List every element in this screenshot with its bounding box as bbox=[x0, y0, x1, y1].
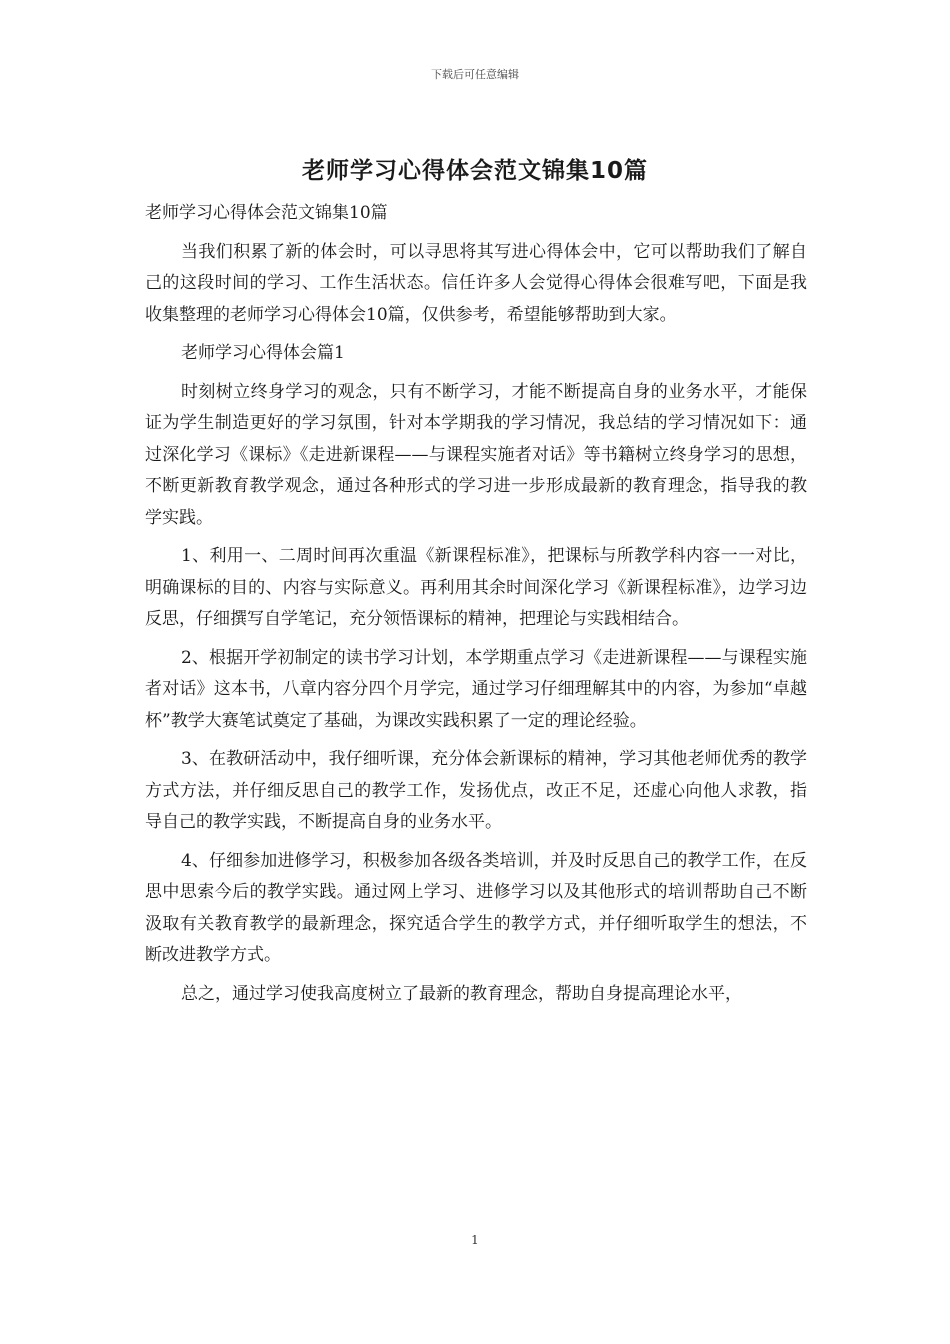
section-heading: 老师学习心得体会篇1 bbox=[181, 343, 345, 363]
intro-paragraph: 当我们积累了新的体会时，可以寻思将其写进心得体会中，它可以帮助我们了解自己的这段时间的学习、工作生活状态。信任许多人会觉得心得体会很难写吧，下面是我收集整理的老师学习心得体会10篇，仅供参考，希望能够帮助到大家。 bbox=[145, 241, 807, 325]
subtitle-paragraph: 老师学习心得体会范文锦集10篇 bbox=[145, 203, 388, 223]
body-paragraph: 时刻树立终身学习的观念，只有不断学习，才能不断提高自身的业务水平，才能保证为学生制造更好的学习氛围，针对本学期我的学习情况，我总结的学习情况如下：通过深化学习《课标》《走进新课程——与课程实施者对话》等书籍树立终身学习的思想，不断更新教育教学观念，通过各种形式的学习进一步形成最新的教育理念，指导我的教学实践。 bbox=[145, 381, 807, 528]
list-item-2: 2、根据开学初制定的读书学习计划，本学期重点学习《走进新课程——与课程实施者对话》这本书，八章内容分四个月学完，通过学习仔细理解其中的内容，为参加“卓越杯”教学大赛笔试奠定了基础，为课改实践积累了一定的理论经验。 bbox=[145, 647, 807, 731]
list-item-3: 3、在教研活动中，我仔细听课，充分体会新课标的精神，学习其他老师优秀的教学方式方法，并仔细反思自己的教学工作，发扬优点，改正不足，还虚心向他人求教，指导自己的教学实践，不断提高自身的业务水平。 bbox=[145, 749, 807, 832]
list-item-4: 4、仔细参加进修学习，积极参加各级各类培训，并及时反思自己的教学工作，在反思中思索今后的教学实践。通过网上学习、进修学习以及其他形式的培训帮助自己不断汲取有关教育教学的最新理念，探究适合学生的教学方式，并仔细听取学生的想法，不断改进教学方式。 bbox=[145, 850, 807, 965]
document-body bbox=[145, 198, 807, 1017]
header-note: 下载后可任意编辑 bbox=[431, 68, 519, 81]
page-number: 1 bbox=[471, 1233, 479, 1247]
document-title: 老师学习心得体会范文锦集10篇 bbox=[301, 158, 648, 184]
conclusion-paragraph: 总之，通过学习使我高度树立了最新的教育理念，帮助自身提高理论水平， bbox=[181, 983, 742, 1004]
list-item-1: 1、利用一、二周时间再次重温《新课程标准》，把课标与所教学科内容一一对比，明确课标的目的、内容与实际意义。再利用其余时间深化学习《新课程标准》，边学习边反思，仔细撰写自学笔记，充分领悟课标的精神，把理论与实践相结合。 bbox=[145, 546, 807, 629]
